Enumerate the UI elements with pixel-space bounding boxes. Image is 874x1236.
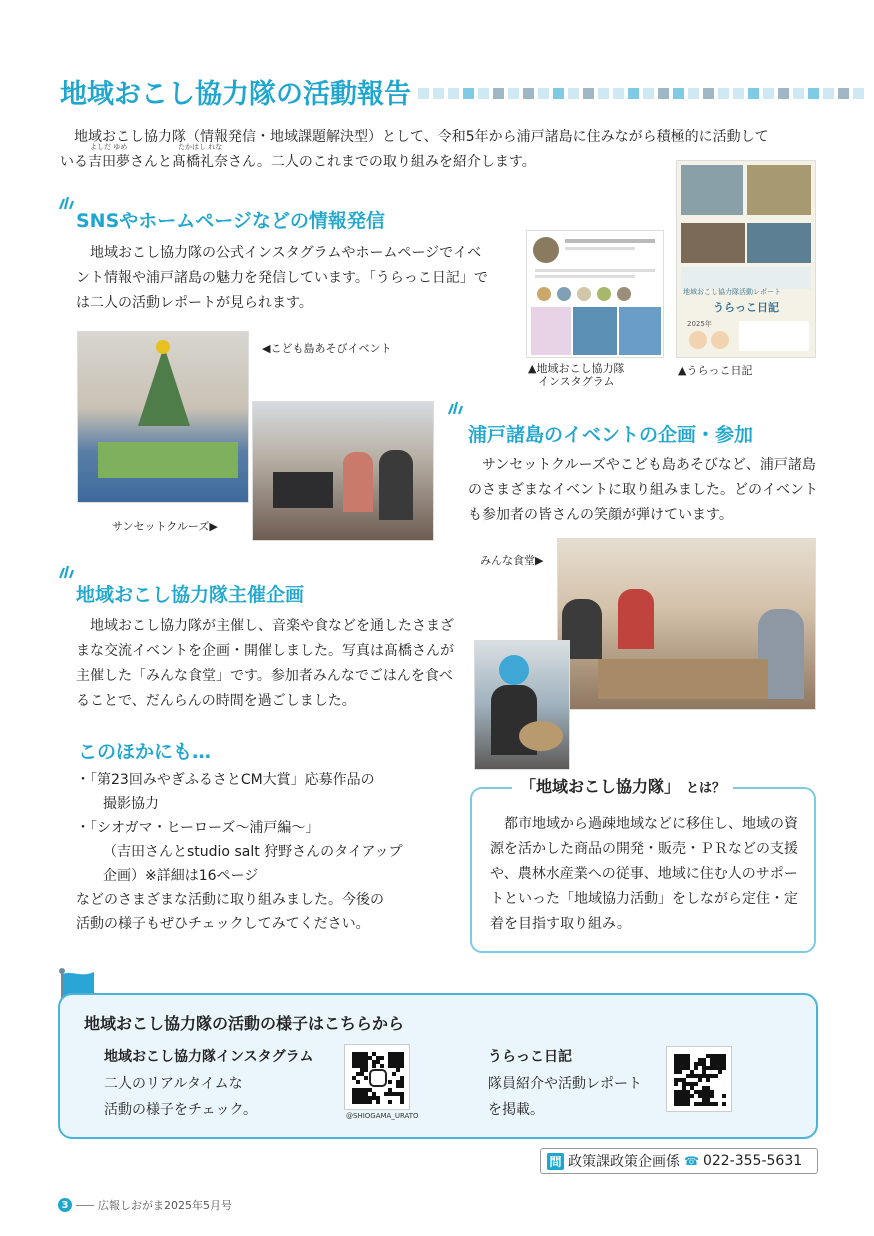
qr-module (400, 1084, 404, 1088)
decor-square (538, 88, 549, 99)
kodomo-caption: ◀こども島あそびイベント (262, 342, 392, 355)
sns-text: 地域おこし協力隊の公式インスタグラムやホームページでイベント情報や浦戸諸島の魅力を発信しています。「うらっこ日記」では二人の活動レポートが見られます。 (76, 245, 488, 311)
intro-line-1: 地域おこし協力隊（情報発信・地域課題解決型）として、令和5年から浦戸諸島に住みながら積極的に活動して (74, 129, 769, 145)
hosted-text: 地域おこし協力隊が主催し、音楽や食などを通したさまざまな交流イベントを企画・開催しました。写真は髙橋さんが主催した「みんな食堂」です。参加者みんなでごはんを食べることで、だんらんの時間を過ごしました。 (76, 618, 454, 709)
qr-module (376, 1100, 380, 1104)
qr-module (388, 1080, 392, 1084)
decor-square (748, 88, 759, 99)
qr-module (718, 1070, 722, 1074)
phone-icon: ☎ (684, 1154, 699, 1168)
instagram-caption-line-1: ▲地域おこし協力隊 (528, 362, 625, 375)
qr-module (722, 1094, 726, 1098)
decor-square (478, 88, 489, 99)
qr-module (356, 1080, 360, 1084)
urakko-caption: ▲うらっこ日記 (678, 364, 753, 377)
urakko-diary-poster (676, 160, 816, 358)
kodomo-event-photo (77, 331, 249, 503)
insta-desc-line-2: 活動の様子をチェック。 (104, 1102, 258, 1118)
poster-year: 2025年 (687, 320, 712, 328)
minna-cooking-photo (474, 640, 570, 770)
decor-square (853, 88, 864, 99)
urakko-link-desc (488, 1071, 642, 1123)
decor-square (523, 88, 534, 99)
qr-module (722, 1066, 726, 1070)
decor-square (718, 88, 729, 99)
qr-module (706, 1078, 710, 1082)
instagram-qr-code[interactable] (344, 1044, 410, 1110)
decor-square (598, 88, 609, 99)
decor-square (418, 88, 429, 99)
qr-module (694, 1066, 698, 1070)
accent-mark-icon (58, 565, 74, 579)
minna-shokudo-photo (557, 538, 816, 710)
qr-module (372, 1064, 376, 1068)
decor-square (463, 88, 474, 99)
insta-link-desc (104, 1071, 257, 1123)
decor-square (703, 88, 714, 99)
contact-phone[interactable]: 022-355-5631 (702, 1153, 803, 1169)
qr-module (400, 1100, 404, 1104)
footer-divider (76, 1205, 94, 1206)
qr-module (694, 1082, 698, 1086)
poster-subtitle: 地域おこし協力隊活動レポート (683, 288, 781, 296)
sunset-caption: サンセットクルーズ▶ (112, 520, 218, 533)
decor-square (613, 88, 624, 99)
page-title: 地域おこし協力隊の活動報告 (60, 79, 411, 110)
decor-square (778, 88, 789, 99)
others-closing-1: などのさまざまな活動に取り組みました。今後の (76, 892, 384, 908)
decor-square (808, 88, 819, 99)
list-item: 企画）※詳細は16ページ (103, 868, 259, 884)
others-heading: このほかにも… (78, 741, 212, 763)
others-closing-2: 活動の様子もぜひチェックしてみてください。 (76, 916, 370, 932)
page-number: 3 (58, 1198, 72, 1212)
qr-module (388, 1100, 392, 1104)
decor-square (448, 88, 459, 99)
ruby-takahashi: たかはし れな (178, 143, 223, 151)
qr-module (686, 1102, 690, 1106)
events-text: サンセットクルーズやこども島あそびなど、浦戸諸島のさまざまなイベントに取り組みました。どのイベントも参加者の皆さんの笑顔が弾けています。 (468, 457, 818, 523)
about-title-main: 「地域おこし協力隊」 (520, 777, 681, 796)
qr-module (400, 1064, 404, 1068)
qr-module (698, 1078, 702, 1082)
instagram-caption (528, 362, 624, 388)
qr-module (396, 1068, 400, 1072)
decor-square (838, 88, 849, 99)
decor-square (553, 88, 564, 99)
contact-department: 政策課政策企画係 (568, 1154, 680, 1170)
instagram-caption-line-2: インスタグラム (538, 375, 615, 388)
urakko-desc-line-2: を掲載。 (488, 1102, 544, 1118)
decor-square (433, 88, 444, 99)
decor-square (643, 88, 654, 99)
qr-module (722, 1102, 726, 1106)
list-item: （吉田さんとstudio salt 狩野さんのタイアップ (103, 844, 403, 860)
decor-square (673, 88, 684, 99)
decor-square (568, 88, 579, 99)
qr-module (380, 1064, 384, 1068)
list-item: ・「シオガマ・ヒーローズ～浦戸編～」 (76, 820, 320, 836)
qr-module (714, 1102, 718, 1106)
intro-line-2: いる吉田夢さんと髙橋礼奈さん。二人のこれまでの取り組みを紹介します。 (60, 154, 536, 170)
qr-module (364, 1076, 368, 1080)
instagram-screenshot (526, 230, 664, 358)
about-title-suffix: とは？ (686, 781, 726, 796)
inquiry-badge: 問 (547, 1153, 564, 1170)
about-text: 都市地域から過疎地域などに移住し、地域の資源を活かした商品の開発・販売・ＰＲなどの支援や、農林水産業への従事、地域に住む人のサポートといった「地域協力活動」をしながら定住・定着を目指す取り組み。 (490, 816, 798, 932)
others-list (76, 768, 456, 936)
poster-title: うらっこ日記 (713, 301, 779, 314)
ruby-yoshida: よしだ ゆめ (90, 143, 128, 151)
sns-heading: SNSやホームページなどの情報発信 (76, 210, 385, 232)
qr-module (364, 1068, 368, 1072)
urakko-qr-code[interactable] (666, 1046, 732, 1112)
decor-square (508, 88, 519, 99)
page-footer (58, 1197, 232, 1213)
decor-square (793, 88, 804, 99)
about-title (512, 774, 733, 797)
events-heading: 浦戸諸島のイベントの企画・参加 (468, 424, 754, 446)
accent-mark-icon (58, 196, 74, 210)
instagram-handle: @SHIOGAMA_URATO (346, 1112, 419, 1120)
decor-square (763, 88, 774, 99)
insta-desc-line-1: 二人のリアルタイムな (104, 1076, 243, 1092)
decor-square (658, 88, 669, 99)
decor-square (823, 88, 834, 99)
decor-square (628, 88, 639, 99)
decor-square (493, 88, 504, 99)
minna-caption: みんな食堂▶ (480, 554, 544, 567)
list-item: ・「第23回みやぎふるさとCM大賞」応募作品の (76, 772, 375, 788)
decor-square (733, 88, 744, 99)
decor-square (583, 88, 594, 99)
sunset-cruise-photo (252, 401, 434, 541)
qr-module (678, 1070, 682, 1074)
qr-module (714, 1074, 718, 1078)
accent-mark-icon (447, 401, 463, 415)
qr-module (392, 1072, 396, 1076)
qr-module (690, 1094, 694, 1098)
list-item: 撮影協力 (103, 796, 159, 812)
links-box-title: 地域おこし協力隊の活動の様子はこちらから (84, 1014, 405, 1033)
footer-text: 広報しおがま2025年5月号 (98, 1199, 232, 1212)
title-decoration (418, 88, 864, 99)
qr-module (380, 1056, 384, 1060)
qr-module (674, 1082, 678, 1086)
qr-module (710, 1094, 714, 1098)
hosted-heading: 地域おこし協力隊主催企画 (76, 584, 305, 606)
urakko-desc-line-1: 隊員紹介や活動レポート (488, 1076, 642, 1092)
urakko-link-title: うらっこ日記 (488, 1049, 572, 1065)
qr-module (368, 1100, 372, 1104)
decor-square (688, 88, 699, 99)
contact-box (540, 1148, 818, 1174)
insta-link-title: 地域おこし協力隊インスタグラム (104, 1049, 314, 1065)
